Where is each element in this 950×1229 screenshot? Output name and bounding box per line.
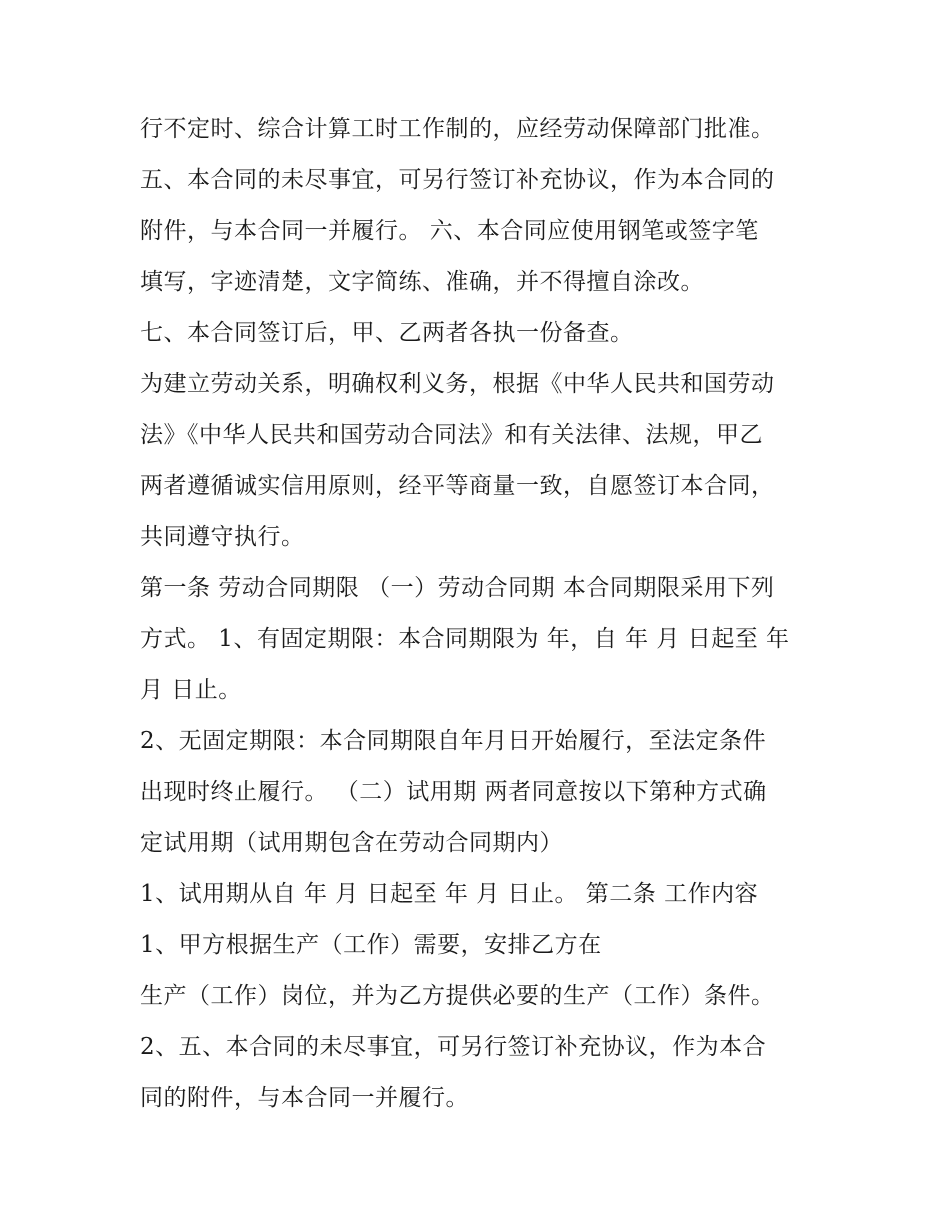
text-line: 附件，与本合同一并履行。 六、本合同应使用钢笔或签字笔	[140, 218, 759, 244]
text-line: 1、甲方根据生产（工作）需要，安排乙方在	[140, 932, 602, 958]
text-line: 生产（工作）岗位，并为乙方提供必要的生产（工作）条件。	[140, 983, 775, 1009]
text-line: 五、本合同的未尽事宜，可另行签订补充协议，作为本合同的	[140, 167, 775, 193]
text-line: 第一条 劳动合同期限 （一）劳动合同期 本合同期限采用下列	[140, 575, 775, 601]
text-line: 2、五、本合同的未尽事宜，可另行签订补充协议，作为本合	[140, 1034, 767, 1060]
text-line: 两者遵循诚实信用原则，经平等商量一致，自愿签订本合同，	[140, 473, 775, 499]
text-line: 月 日止。	[140, 677, 242, 703]
text-line: 行不定时、综合计算工时工作制的，应经劳动保障部门批准。	[140, 116, 775, 142]
text-line: 出现时终止履行。 （二）试用期 两者同意按以下第种方式确	[140, 779, 767, 805]
text-line: 同的附件，与本合同一并履行。	[140, 1085, 469, 1111]
text-line: 为建立劳动关系，明确权利义务，根据《中华人民共和国劳动	[140, 371, 775, 397]
text-line: 七、本合同签订后，甲、乙两者各执一份备查。	[140, 320, 634, 346]
text-line: 共同遵守执行。	[140, 524, 305, 550]
text-line: 定试用期（试用期包含在劳动合同期内）	[140, 830, 563, 856]
text-line: 方式。 1、有固定期限：本合同期限为 年，自 年 月 日起至 年	[140, 626, 790, 652]
text-line: 法》《中华人民共和国劳动合同法》和有关法律、法规，甲乙	[140, 422, 763, 448]
text-line: 填写，字迹清楚，文字简练、准确，并不得擅自涂改。	[140, 269, 704, 295]
text-line: 1、试用期从自 年 月 日起至 年 月 日止。 第二条 工作内容	[140, 881, 759, 907]
contract-text-body	[140, 104, 820, 1124]
text-line: 2、无固定期限：本合同期限自年月日开始履行，至法定条件	[140, 728, 767, 754]
